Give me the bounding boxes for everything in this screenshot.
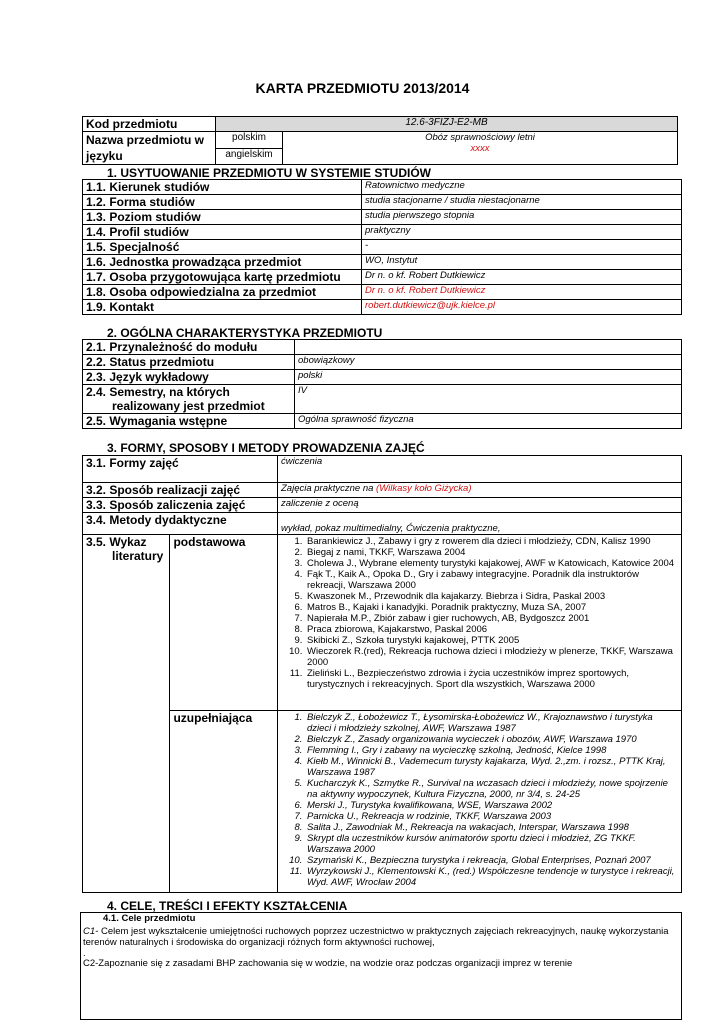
nazwa-en: xxxx: [470, 143, 490, 154]
s1-label: 1.8. Osoba odpowiedzialna za przedmiot: [83, 285, 362, 300]
s1-value: Dr n. o kf. Robert Dutkiewicz: [362, 285, 682, 300]
literature-item: 5. Kwaszonek M., Przewodnik dla kajakarzy. Biebrza i Sidra, Paskal 2003: [305, 591, 678, 602]
formy-value: ćwiczenia: [278, 456, 682, 483]
s1-value: robert.dutkiewicz@ujk.kielce.pl: [362, 300, 682, 315]
section4-heading: 4. CELE, TREŚCI I EFEKTY KSZTAŁCENIA: [107, 899, 348, 913]
literature-item: 4. Kiełb M., Winnicki B., Vademecum turysty kajakarza, Wyd. 2.,zm. i rozsz., PTTK Kraj, Warszawa 1987: [305, 756, 678, 778]
literature-item: 2. Biegaj z nami, TKKF, Warszawa 2004: [305, 547, 678, 558]
nazwa-pl: Obóz sprawnościowy letni: [425, 132, 535, 143]
podstawowa-list-cell: [278, 535, 682, 711]
literature-item: 7. Napierała M.P., Zbiór zabaw i gier ruchowych, AB, Bydgoszcz 2001: [305, 613, 678, 624]
sposob-text: Zajęcia praktyczne na: [281, 483, 377, 494]
section3-heading: 3. FORMY, SPOSOBY I METODY PROWADZENIA ZAJĘĆ: [107, 441, 425, 455]
literature-item: 9. Skibicki Z., Szkoła turystyki kajakowej, PTTK 2005: [305, 635, 678, 646]
podstawowa-label: podstawowa: [170, 535, 278, 711]
literature-item: 10. Szymański K., Bezpieczna turystyka i rekreacja, Global Enterprises, Poznań 2007: [305, 855, 678, 866]
section2-table: [82, 339, 682, 429]
uzupelniajaca-label: uzupełniająca: [170, 711, 278, 893]
sposob-location: (Wilkasy koło Giżycka): [376, 483, 472, 494]
kod-label: Kod przedmiotu: [83, 117, 216, 132]
s1-label: 1.1. Kierunek studiów: [83, 180, 362, 195]
cele-c1-prefix: C1-: [83, 925, 99, 937]
s2-value: [295, 340, 682, 355]
literature-item: 3. Flemming I., Gry i zabawy na wycieczkę szkolną, Jedność, Kielce 1998: [305, 745, 678, 756]
metody-label: 3.4. Metody dydaktyczne: [83, 513, 278, 535]
kod-value: 12.6-3FIZJ-E2-MB: [216, 117, 678, 132]
literature-item: 9. Skrypt dla uczestników kursów animatorów sportu dzieci i młodzież, ZG TKKF. Warszawa 2000: [305, 833, 678, 855]
course-header-table: [82, 116, 678, 165]
literature-item: 11. Zieliński L., Bezpieczeństwo zdrowia i życia uczestników imprez sportowych, turystycznych i rekreacyjnych. Sport dla wszystkich, Warszawa 2000: [305, 668, 678, 690]
literature-item: 1. Bielczyk Z., Łobożewicz T., Łysomirska-Łobożewicz W., Krajoznawstwo i turystyka dzieci i młodzieży szkolnej, AWF, Warszawa 1987: [305, 712, 678, 734]
zaliczenie-label: 3.3. Sposób zaliczenia zajęć: [83, 498, 278, 513]
zaliczenie-value: zaliczenie z oceną: [278, 498, 682, 513]
literature-item: 1. Barankiewicz J., Zabawy i gry z rowerem dla dzieci i młodzieży, CDN, Kalisz 1990: [305, 536, 678, 547]
sposob-label: 3.2. Sposób realizacji zajęć: [83, 483, 278, 498]
literature-item: 4. Fąk T., Kaik A., Opoka D., Gry i zabawy integracyjne. Poradnik dla instruktorów rekreacji, Warszawa 2000: [305, 569, 678, 591]
s1-label: 1.2. Forma studiów: [83, 195, 362, 210]
s1-value: Ratownictwo medyczne: [362, 180, 682, 195]
s1-label: 1.9. Kontakt: [83, 300, 362, 315]
cele-subheading: 4.1. Cele przedmiotu: [103, 913, 196, 924]
s1-value: Dr n. o kf. Robert Dutkiewicz: [362, 270, 682, 285]
formy-label: 3.1. Formy zajęć: [83, 456, 278, 483]
literature-item: 8. Salita J., Zawodniak M., Rekreacja na wakacjach, Interspar, Warszawa 1998: [305, 822, 678, 833]
section1-table: [82, 179, 682, 315]
s1-value: studia stacjonarne / studia niestacjonarne: [362, 195, 682, 210]
s1-label: 1.3. Poziom studiów: [83, 210, 362, 225]
s2-label: [83, 385, 295, 414]
s2-label: 2.5. Wymagania wstępne: [83, 414, 295, 429]
cele-box: [80, 912, 682, 1020]
s2-label-line2: realizowany jest przedmiot: [112, 399, 265, 413]
polskim-label: polskim: [216, 132, 283, 149]
podstawowa-list: [281, 536, 678, 690]
cele-c1: [81, 925, 681, 949]
nazwa-values: [283, 132, 678, 165]
literature-item: 5. Kucharczyk K., Szmytke R., Survival na wczasach dzieci i młodzieży, nowe spojrzenie na aktywny wypoczynek, Kultura Fizyczna, 2000, nr 3/4, s. 24-25: [305, 778, 678, 800]
section1-heading: 1. USYTUOWANIE PRZEDMIOTU W SYSTEMIE STUDIÓW: [107, 166, 432, 180]
literature-item: 10. Wieczorek R.(red), Rekreacja ruchowa dzieci i młodzieży w plenerze, TKKF, Warszawa 2000: [305, 646, 678, 668]
nazwa-label: Nazwa przedmiotu w języku: [83, 132, 216, 165]
s1-label: 1.6. Jednostka prowadząca przedmiot: [83, 255, 362, 270]
literature-item: 11. Wyrzykowski J., Klementowski K., (red.) Współczesne tendencje w turystyce i rekreacji, Wyd. AWF, Wrocław 2004: [305, 866, 678, 888]
cele-c2: C2-Zapoznanie się z zasadami BHP zachowania się w wodzie, na wodzie oraz podczas organizacji imprez w terenie: [83, 957, 573, 969]
section2-heading: 2. OGÓLNA CHARAKTERYSTYKA PRZEDMIOTU: [107, 326, 383, 340]
cele-dot: .: [83, 947, 86, 959]
literature-item: 3. Cholewa J., Wybrane elementy turystyki kajakowej, AWF w Katowicach, Katowice 2004: [305, 558, 678, 569]
s1-value: -: [362, 240, 682, 255]
literature-item: 6. Matros B., Kajaki i kanadyjki. Poradnik praktyczny, Muza SA, 2007: [305, 602, 678, 613]
s2-value: IV: [295, 385, 682, 414]
s2-value: polski: [295, 370, 682, 385]
s2-value: obowiązkowy: [295, 355, 682, 370]
literature-item: 7. Parnicka U., Rekreacja w rodzinie, TKKF, Warszawa 2003: [305, 811, 678, 822]
angielskim-label: angielskim: [216, 148, 283, 165]
cele-c1-text: Celem jest wykształcenie umiejętności ruchowych poprzez uczestnictwo w praktycznych zajęciach rekreacyjnych, naukę wykorzystania terenów naturalnych i środowiska do organizacji różnych form aktywności ruchowej,: [83, 925, 669, 948]
s1-label: 1.7. Osoba przygotowująca kartę przedmiotu: [83, 270, 362, 285]
s2-label-line1: 2.4. Semestry, na których: [86, 385, 230, 399]
s2-value: Ogólna sprawność fizyczna: [295, 414, 682, 429]
uzupelniajaca-list: [281, 712, 678, 888]
metody-value: wykład, pokaz multimedialny, Ćwiczenia praktyczne,: [278, 513, 682, 535]
page-title: KARTA PRZEDMIOTU 2013/2014: [255, 80, 470, 96]
literature-item: 6. Merski J., Turystyka kwalifikowana, WSE, Warszawa 2002: [305, 800, 678, 811]
s2-label: 2.2. Status przedmiotu: [83, 355, 295, 370]
wykaz-label: [83, 535, 170, 893]
literature-item: 2. Bielczyk Z., Zasady organizowania wycieczek i obozów, AWF, Warszawa 1970: [305, 734, 678, 745]
literature-item: 8. Praca zbiorowa, Kajakarstwo, Paskal 2006: [305, 624, 678, 635]
s1-value: WO, Instytut: [362, 255, 682, 270]
s2-label: 2.1. Przynależność do modułu: [83, 340, 295, 355]
s1-value: praktyczny: [362, 225, 682, 240]
uzupelniajaca-list-cell: [278, 711, 682, 893]
wykaz-line2: literatury: [112, 549, 164, 563]
sposob-value: [278, 483, 682, 498]
s1-value: studia pierwszego stopnia: [362, 210, 682, 225]
section3-table: [82, 455, 682, 893]
s2-label: 2.3. Język wykładowy: [83, 370, 295, 385]
wykaz-line1: 3.5. Wykaz: [86, 535, 147, 549]
s1-label: 1.5. Specjalność: [83, 240, 362, 255]
s1-label: 1.4. Profil studiów: [83, 225, 362, 240]
